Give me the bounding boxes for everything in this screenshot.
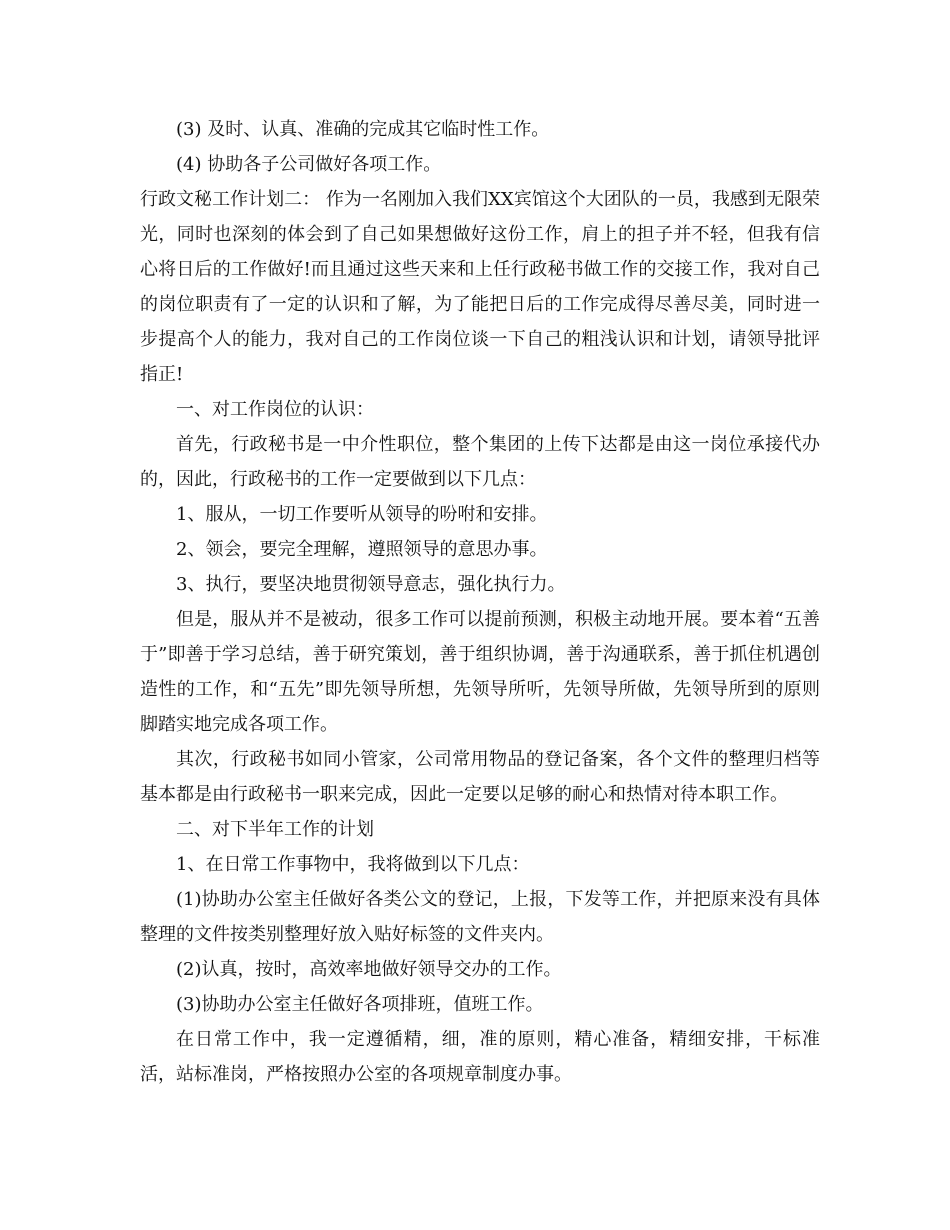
list-item-comprehend: 2、领会，要完全理解，遵照领导的意思办事。 bbox=[176, 539, 548, 560]
paragraph-second-point: 其次，行政秘书如同小管家，公司常用物品的登记备案，各个文件的整理归档等基本都是由行政秘书一职来完成，因此一定要以足够的耐心和热情对待本职工作。 bbox=[140, 749, 820, 805]
paragraph-item-4-assist: (4) 协助各子公司做好各项工作。 bbox=[176, 154, 442, 175]
section-heading-half-year-plan: 二、对下半年工作的计划 bbox=[176, 819, 374, 840]
list-item-execute: 3、执行，要坚决地贯彻领导意志，强化执行力。 bbox=[176, 574, 566, 595]
paragraph-item-3-followup: (3) 及时、认真、准确的完成其它临时性工作。 bbox=[176, 119, 550, 140]
list-item-scheduling: (3)协助办公室主任做好各项排班，值班工作。 bbox=[176, 994, 544, 1015]
paragraph-principles: 在日常工作中，我一定遵循精，细，准的原则，精心准备，精细安排，干标准活，站标准岗，严格按照办公室的各项规章制度办事。 bbox=[140, 1029, 820, 1085]
list-item-obey: 1、服从，一切工作要听从领导的吩咐和安排。 bbox=[176, 504, 548, 525]
list-item-timely-tasks: (2)认真，按时，高效率地做好领导交办的工作。 bbox=[176, 959, 562, 980]
paragraph-proactive-work: 但是，服从并不是被动，很多工作可以提前预测，积极主动地开展。要本着“五善于”即善于学习总结，善于研究策划，善于组织协调，善于沟通联系，善于抓住机遇创造性的工作，和“五先”即先领导所想，先领导所听，先领导所做，先领导所到的原则脚踏实地完成各项工作。 bbox=[140, 609, 820, 735]
list-item-daily-work: 1、在日常工作事物中，我将做到以下几点： bbox=[176, 854, 530, 875]
paragraph-first-point: 首先，行政秘书是一中介性职位，整个集团的上传下达都是由这一岗位承接代办的，因此，行政秘书的工作一定要做到以下几点： bbox=[140, 434, 820, 490]
list-item-document-filing: (1)协助办公室主任做好各类公文的登记，上报，下发等工作，并把原来没有具体整理的文件按类别整理好放入贴好标签的文件夹内。 bbox=[140, 889, 820, 945]
document-body bbox=[140, 112, 820, 1092]
paragraph-plan-two-intro: 行政文秘工作计划二： 作为一名刚加入我们XX宾馆这个大团队的一员，我感到无限荣光，同时也深刻的体会到了自己如果想做好这份工作，肩上的担子并不轻，但我有信心将日后的工作做好!而且通过这些天来和上任行政秘书做工作的交接工作，我对自己的岗位职责有了一定的认识和了解，为了能把日后的工作完成得尽善尽美，同时进一步提高个人的能力，我对自己的工作岗位谈一下自己的粗浅认识和计划，请领导批评指正! bbox=[140, 189, 820, 385]
section-heading-role-understanding: 一、对工作岗位的认识： bbox=[176, 399, 374, 420]
